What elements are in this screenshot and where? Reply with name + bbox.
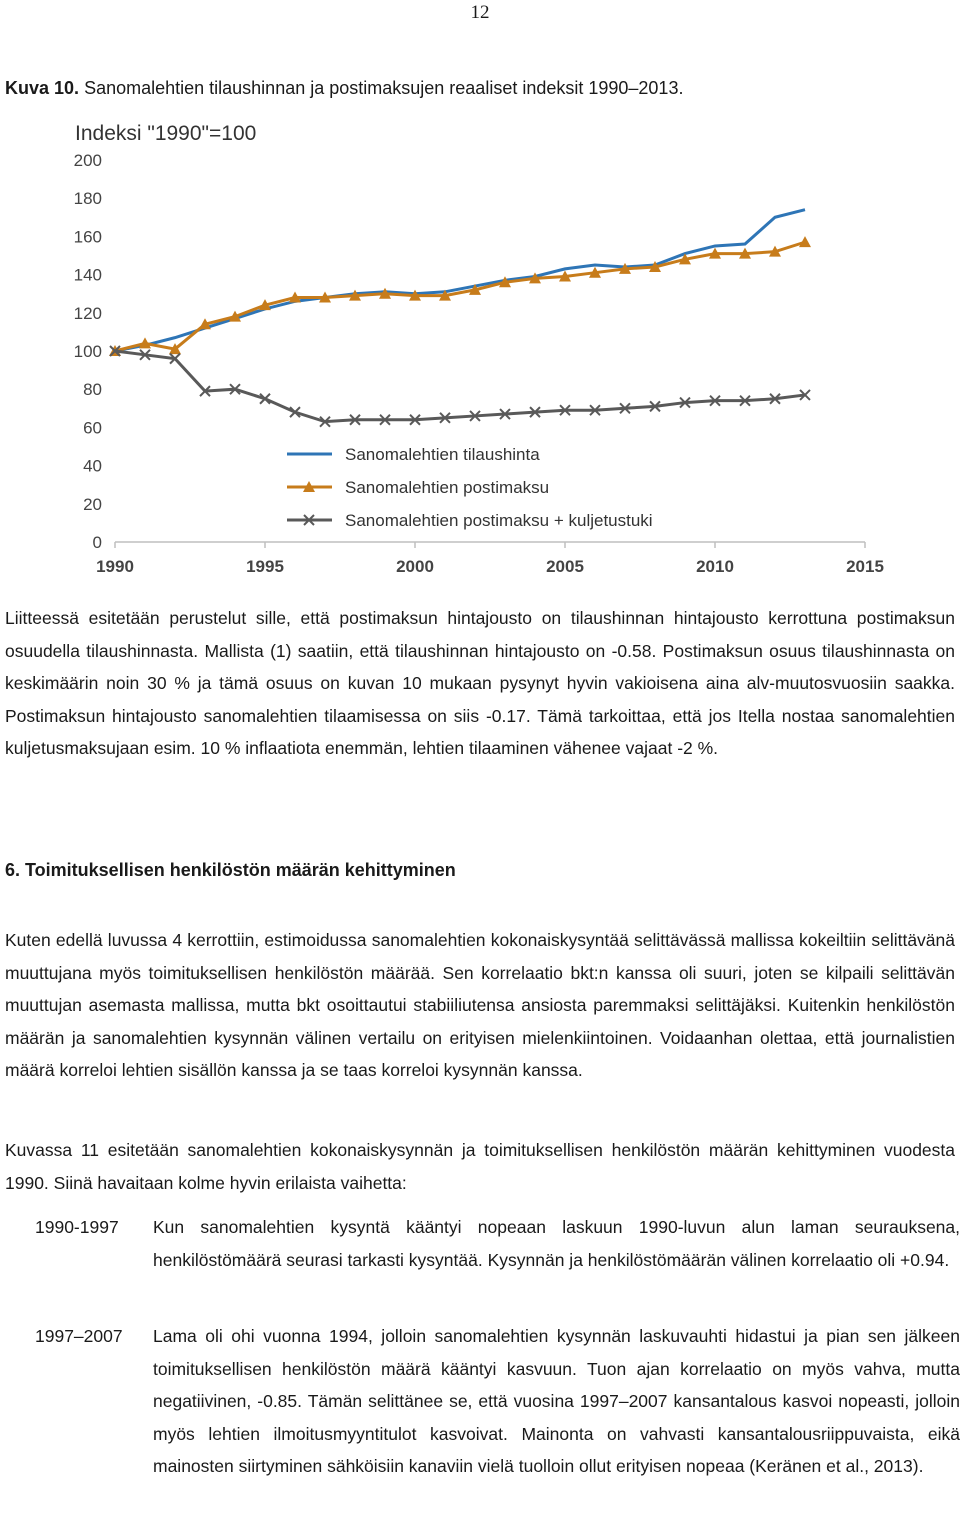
y-tick-label: 160 [73,227,102,247]
period-years: 1990-1997 [35,1217,119,1237]
legend-label: Sanomalehtien postimaksu [345,478,550,497]
y-tick-label: 140 [73,265,102,285]
period-item [35,1320,960,1483]
x-tick-label: 2005 [546,557,584,576]
section-title: 6. Toimituksellisen henkilöstön määrän kehittyminen [5,860,456,880]
paragraph-figure-11-intro: Kuvassa 11 esitetään sanomalehtien kokonaiskysynnän ja toimituksellisen henkilöstön määrän kehittyminen vuodesta 1990. Siinä havaitaan kolme hyvin erilaista vaihetta: [5,1140,955,1193]
period-years: 1997–2007 [35,1326,123,1346]
x-tick-label: 2015 [846,557,884,576]
y-tick-label: 0 [92,533,102,552]
x-tick-label: 2010 [696,557,734,576]
series-line [115,242,805,351]
series-line [115,210,805,351]
y-tick-label: 80 [83,380,102,400]
page-number: 12 [470,2,490,23]
triangle-marker [799,236,811,247]
y-tick-label: 200 [73,151,102,170]
y-tick-label: 40 [83,456,102,476]
series-line [115,351,805,422]
y-tick-label: 20 [83,494,102,514]
period-description: Lama oli ohi vuonna 1994, jolloin sanomalehtien kysynnän laskuvauhti hidastui ja pian sen jälkeen toimituksellisen henkilöstön määrä kääntyi kasvuun. Tuon ajan korrelaatio on myös vahva, mutta negatiivinen, -0.85. Tämän selittänee se, että vuosina 1997–2007 kansantalous kasvoi nopeasti, jolloin myös lehtien ilmoitusmyyntitulot kasvoivat. Mainonta on vahvasti kansantalousriippuvaista, eikä mainosten siirtyminen sähköisiin kanaviin vielä tuolloin ollut erityisen nopeaa (Keränen et al., 2013). [153,1326,960,1476]
paragraph-elasticity: Liitteessä esitetään perustelut sille, että postimaksun hintajousto on tilaushinnan hintajousto kerrottuna postimaksun osuudella tilaushinnasta. Mallista (1) saatiin, että tilaushinnan hintajousto on -0.58. Postimaksun osuus tilaushinnasta on keskimäärin noin 30 % ja tämä osuus on kuvan 10 mukaan pysynyt hyvin vakioisena aina alv-muutosvuosiin saakka. Postimaksun hintajousto sanomalehtien tilaamisessa on siis -0.17. Tämä tarkoittaa, että jos Itella nostaa sanomalehtien kuljetusmaksujaan esim. 10 % inflaatiota enemmän, lehtien tilaaminen vähenee vajaat -2 %. [5,608,955,758]
legend-label: Sanomalehtien postimaksu + kuljetustuki [345,511,653,530]
legend-label: Sanomalehtien tilaushinta [345,445,540,464]
caption-label: Kuva 10. [5,78,80,98]
chart-title: Indeksi "1990"=100 [75,122,257,145]
y-tick-label: 60 [83,418,102,438]
period-description: Kun sanomalehtien kysyntä kääntyi nopeaan laskuun 1990-luvun alun laman seurauksena, henkilöstömäärä seurasi tarkasti kysyntää. Kysynnän ja henkilöstömäärän välinen korrelaatio oli +0.94. [153,1217,960,1270]
caption-text: Sanomalehtien tilaushinnan ja postimaksujen reaaliset indeksit 1990–2013. [84,78,684,98]
y-tick-label: 180 [73,189,102,209]
x-tick-label: 1990 [96,557,134,576]
paragraph-staff-model: Kuten edellä luvussa 4 kerrottiin, estimoidussa sanomalehtien kokonaiskysyntää selittävässä mallissa kokeiltiin selittävänä muuttujana myös toimituksellisen henkilöstön määrää. Sen korrelaatio bkt:n kanssa oli suuri, joten se kilpaili selittävän muuttujan asemasta mallissa, mutta bkt osoittautui stabiiliutensa ansiosta paremmaksi selittäjäksi. Kuitenkin henkilöstön määrän ja sanomalehtien kysynnän välinen vertailu on erityisen mielenkiintoinen. Voidaanhan olettaa, että journalistien määrä korreloi lehtien sisällön kanssa ja se taas korreloi kysynnän kanssa. [5,930,955,1080]
y-tick-label: 120 [73,303,102,323]
period-item [35,1211,960,1276]
line-chart [55,112,905,592]
figure-caption [5,78,683,99]
x-tick-label: 1995 [246,557,284,576]
x-tick-label: 2000 [396,557,434,576]
y-tick-label: 100 [73,342,102,361]
